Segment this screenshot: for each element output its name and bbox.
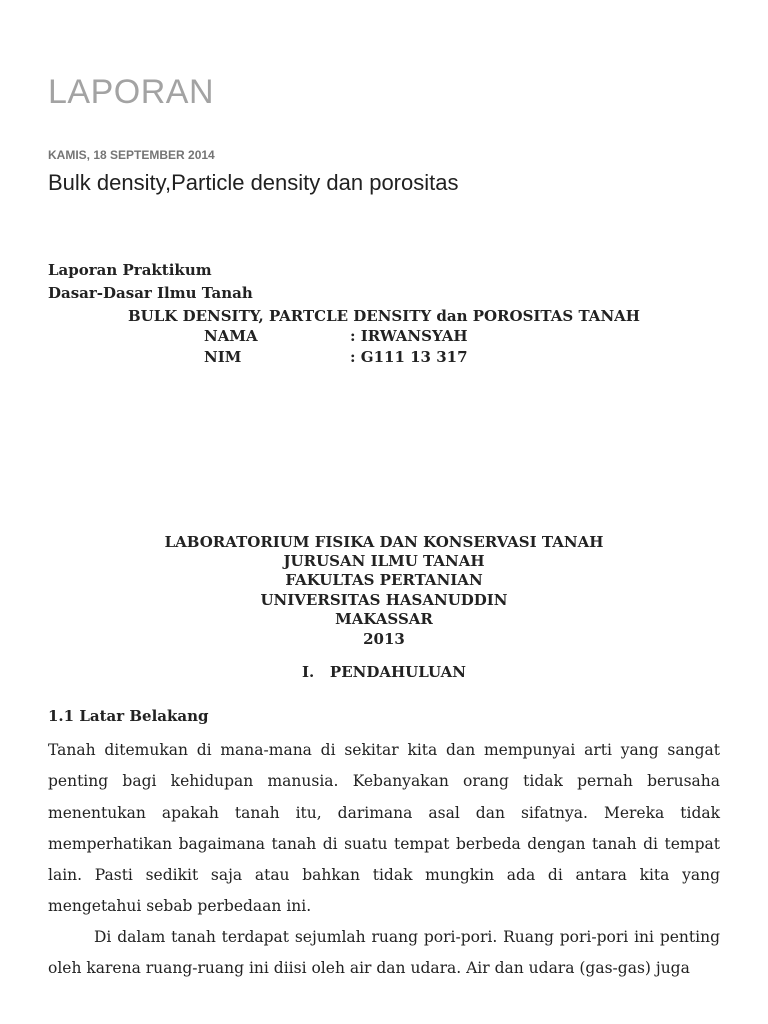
subsection-heading: 1.1 Latar Belakang <box>48 707 209 725</box>
nim-value: : G111 13 317 <box>350 348 468 366</box>
body-paragraph: Di dalam tanah terdapat sejumlah ruang pori-pori. Ruang pori-pori ini penting oleh karena ruang-ruang ini diisi oleh air dan udara. Air dan udara (gas-gas) juga <box>48 928 720 978</box>
institution-line: FAKULTAS PERTANIAN <box>285 571 483 589</box>
institution-year: 2013 <box>363 630 405 648</box>
nama-value: : IRWANSYAH <box>350 327 468 345</box>
report-label-line2: Dasar-Dasar Ilmu Tanah <box>48 284 253 302</box>
section-heading: I. PENDAHULUAN <box>302 663 466 681</box>
nama-label: NAMA <box>204 327 258 345</box>
report-label-line1: Laporan Praktikum <box>48 261 212 279</box>
institution-line: MAKASSAR <box>335 610 433 628</box>
body-paragraph: Tanah ditemukan di mana-mana di sekitar kita dan mempunyai arti yang sangat penting bagi kehidupan manusia. Kebanyakan orang tidak pernah berusaha menentukan apakah tanah itu, darimana asal dan sifatnya. Mereka tidak memperhatikan bagaimana tanah di suatu tempat berbeda dengan tanah di tempat lain. Pasti sedikit saja atau bahkan tidak mungkin ada di antara kita yang mengetahui sebab perbedaan ini. <box>48 741 720 916</box>
post-title[interactable]: Bulk density,Particle density dan porositas <box>48 170 459 195</box>
institution-line: LABORATORIUM FISIKA DAN KONSERVASI TANAH <box>164 533 604 551</box>
nim-label: NIM <box>204 348 242 366</box>
institution-line: JURUSAN ILMU TANAH <box>283 552 485 570</box>
post-date: KAMIS, 18 SEPTEMBER 2014 <box>48 148 215 162</box>
blog-title[interactable]: LAPORAN <box>48 73 214 111</box>
report-topic: BULK DENSITY, PARTCLE DENSITY dan POROSITAS TANAH <box>128 307 640 325</box>
institution-line: UNIVERSITAS HASANUDDIN <box>260 591 508 609</box>
